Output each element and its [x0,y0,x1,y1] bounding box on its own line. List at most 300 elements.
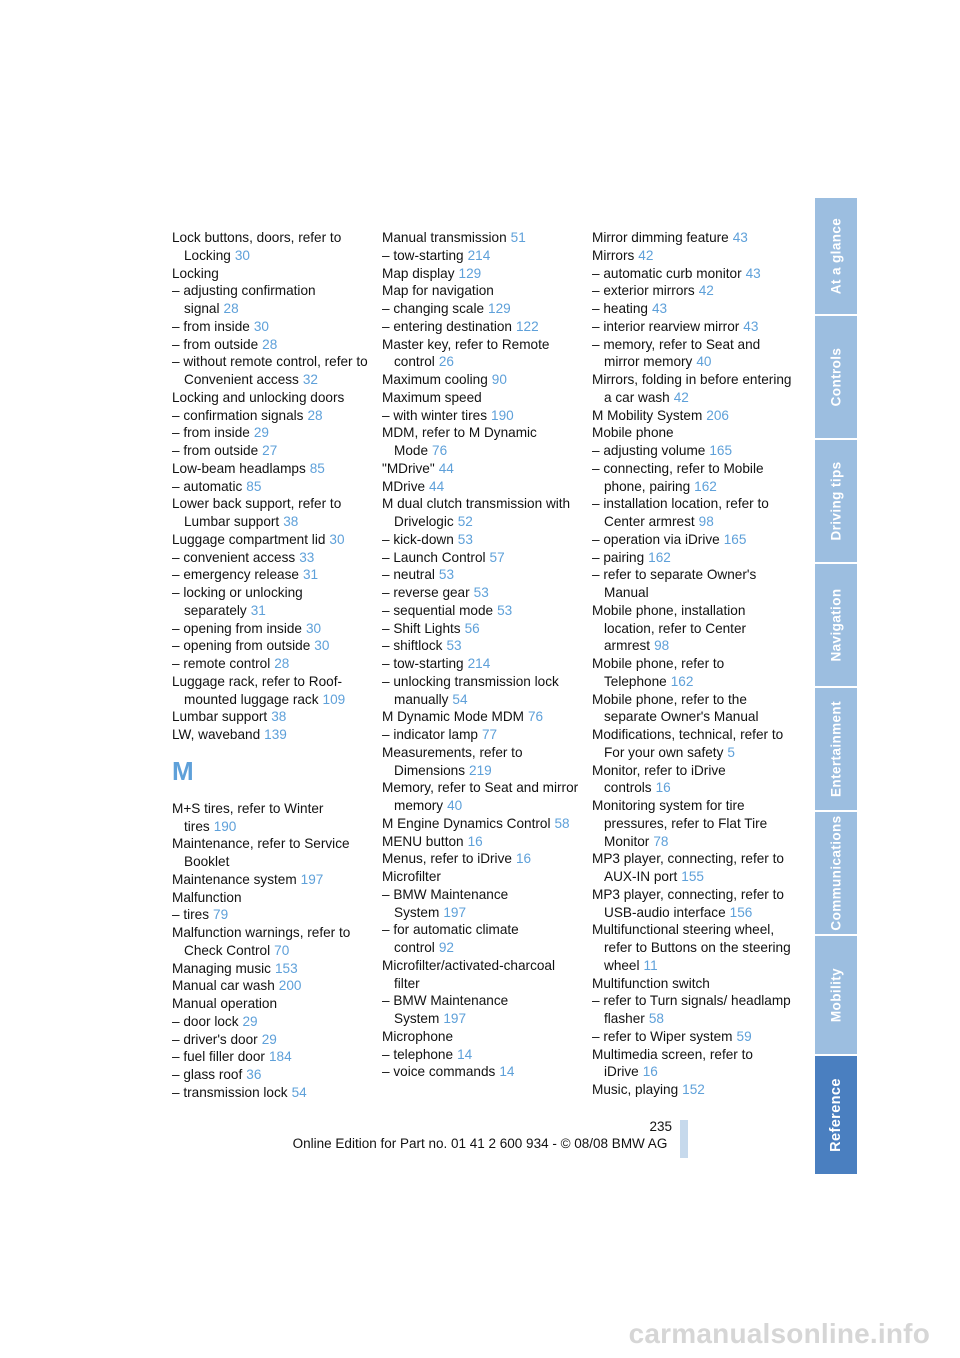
page-reference-link[interactable]: 197 [443,904,467,920]
page-reference-link[interactable]: 79 [213,907,229,923]
index-entry [172,282,372,318]
page-reference-link[interactable]: 165 [723,531,747,547]
page-reference-link[interactable]: 153 [274,960,298,976]
index-entry-term: – changing scale [382,301,485,316]
index-entry [172,1013,372,1031]
index-entry-term: – shiftlock [382,638,443,654]
page-reference-link[interactable]: 32 [302,372,318,387]
index-entry-term: Microfilter [382,869,441,884]
page-reference-link[interactable]: 16 [467,833,483,849]
index-entry-term: Memory, refer to Seat and mirror memory [382,780,579,813]
page-reference-link[interactable]: 42 [698,283,714,299]
page-reference-link[interactable]: 28 [307,407,323,423]
index-entry [382,265,582,283]
index-entry-term: – automatic [172,478,243,494]
index-entry-term: Multimedia screen, refer to iDrive [592,1046,753,1080]
index-entry-term: – voice commands [382,1064,496,1080]
index-entry-term: Monitoring system for tire pressures, refer to Flat Tire Monitor [592,798,768,849]
index-entry-term: M Engine Dynamics Control [382,815,551,831]
index-entry [172,336,372,354]
page-reference-link[interactable]: 214 [467,247,491,263]
index-entry-term: – indicator lamp [382,727,478,742]
index-entry-term: Mirrors [592,247,635,263]
page-reference-link[interactable]: 14 [457,1046,473,1062]
index-entry-term: Lumbar support [172,709,268,725]
index-entry-term: M+S tires, refer to Winter tires [172,800,324,834]
page-number: 235 [649,1119,672,1134]
tab-label: Controls [828,347,844,407]
index-entry-term: – connecting, refer to Mobile phone, pairing [592,460,764,494]
watermark-text: carmanualsonline.info [628,1318,930,1349]
index-entry-term: Multifunction switch [592,975,710,991]
index-entry [172,442,372,460]
index-entry-term: Mobile phone, refer to the separate Owner's Manual [592,691,759,725]
page-reference-link[interactable]: 54 [291,1084,307,1100]
page-reference-link[interactable]: 139 [264,727,287,742]
index-entry [382,247,582,265]
page-reference-link[interactable]: 59 [736,1028,752,1044]
page-reference-link[interactable]: 53 [497,602,513,618]
page-reference-link[interactable]: 29 [253,425,269,441]
page-reference-link[interactable]: 43 [651,301,668,316]
page-reference-link[interactable]: 30 [305,620,322,636]
index-entry [172,673,372,709]
page-reference-link[interactable]: 57 [489,549,505,565]
page-reference-link[interactable]: 5 [727,744,735,760]
index-entry-term: Locking [172,265,219,281]
index-entry [382,637,582,655]
index-entry-term: – sequential mode [382,602,494,618]
page-reference-link[interactable]: 129 [488,301,511,316]
index-entry [172,1048,372,1066]
index-entry-term: Map for navigation [382,283,494,299]
index-entry-term: – automatic curb monitor [592,265,742,281]
page-reference-link[interactable]: 85 [309,460,325,476]
tab-reference[interactable] [815,1056,857,1176]
index-entry [592,371,792,407]
index-entry-term: – transmission lock [172,1084,288,1100]
index-entry-term: Modifications, technical, refer to For your own safety [592,727,784,760]
tab-navigation[interactable] [815,564,857,688]
index-entry-term: – operation via iDrive [592,531,720,547]
page-reference-link[interactable]: 197 [443,1011,467,1026]
tab-driving-tips[interactable] [815,440,857,564]
tab-label: Navigation [828,588,844,662]
index-entry-term: MDrive [382,478,426,494]
index-entry-term: MP3 player, connecting, refer to AUX-IN port [592,851,784,884]
index-entry-term: – heating [592,301,648,316]
index-entry-term: – exterior mirrors [592,283,695,299]
page-reference-link[interactable]: 92 [438,940,454,955]
index-entry [172,478,372,496]
index-entry-term: MDM, refer to M Dynamic Mode [382,425,537,458]
page-reference-link[interactable]: 53 [446,638,462,654]
index-entry [592,495,792,531]
index-entry-term: Measurements, refer to Dimensions [382,744,523,778]
index-entry [172,871,372,889]
page-reference-link[interactable]: 43 [732,230,748,245]
index-entry-term: M dual clutch transmission with Drivelogic [382,496,571,529]
index-entry [172,995,372,1013]
index-entry-term: M Dynamic Mode MDM [382,709,524,725]
index-entry-term: – reverse gear [382,585,470,600]
tab-entertainment[interactable] [815,688,857,812]
index-entry [382,478,582,496]
page-reference-link[interactable]: 78 [653,833,669,849]
index-column-2 [382,229,582,1081]
page-reference-link[interactable]: 38 [271,709,287,725]
index-entry-term: – refer to Turn signals/ headlamp flasher [592,993,791,1026]
index-entry [592,247,792,265]
index-entry-term: Menus, refer to iDrive [382,851,512,867]
index-entry [382,318,582,336]
index-entry [382,336,582,372]
section-tabs [815,198,857,1176]
page-reference-link[interactable]: 33 [299,549,315,565]
index-entry-term: – pairing [592,549,645,565]
index-entry-term: – neutral [382,567,435,583]
watermark [0,1318,960,1350]
page-reference-link[interactable]: 16 [515,851,532,867]
index-entry [592,318,792,336]
index-entry [382,549,582,567]
index-entry [382,708,582,726]
index-entry [382,282,582,300]
index-entry-term: – unlocking transmission lock manually [382,673,559,707]
index-entry-term: – from outside [172,336,259,352]
index-entry [592,407,792,425]
index-entry-term: Microphone [382,1028,454,1044]
page-reference-link[interactable]: 44 [438,460,454,476]
page-reference-link[interactable]: 30 [234,247,250,263]
index-entry [172,655,372,673]
page-reference-link[interactable]: 51 [510,230,526,245]
page-reference-link[interactable]: 214 [467,656,491,671]
index-entry-term: Malfunction warnings, refer to Check Control [172,925,351,958]
index-entry-term: – emergency release [172,567,299,583]
index-entry-term: Maintenance system [172,871,297,887]
index-entry-term: Mirrors, folding in before entering a car wash [592,372,792,405]
index-entry [592,460,792,496]
index-entry [172,960,372,978]
index-entry [382,620,582,638]
page-reference-link[interactable]: 162 [694,478,717,494]
index-entry [382,300,582,318]
page-reference-link[interactable]: 165 [709,443,733,458]
page-reference-link[interactable]: 122 [516,318,539,334]
index-entry-term: Malfunction [172,889,242,905]
index-entry [382,655,582,673]
index-entry [592,797,792,850]
index-entry [382,992,582,1028]
index-entry-term: Music, playing [592,1082,679,1097]
index-entry-term: – installation location, refer to Center armrest [592,496,769,529]
page-reference-link[interactable]: 98 [698,514,714,529]
page-reference-link[interactable]: 200 [278,978,302,994]
index-entry-term: – interior rearview mirror [592,318,740,334]
index-entry [172,637,372,655]
page-reference-link[interactable]: 152 [682,1082,705,1097]
index-entry [172,800,372,836]
index-entry [382,1028,582,1046]
index-entry-term: – glass roof [172,1067,243,1082]
index-entry-term: MENU button [382,833,464,849]
index-entry-term: – adjusting volume [592,443,706,458]
index-entry [592,300,792,318]
index-entry-term: – BMW Maintenance System [382,886,509,920]
page-reference-link[interactable]: 30 [314,638,330,654]
index-entry [592,1046,792,1082]
page-reference-link[interactable]: 53 [473,585,489,600]
index-entry [382,371,582,389]
index-entry [382,229,582,247]
page-reference-link[interactable]: 40 [696,354,712,370]
index-entry [382,957,582,993]
page-reference-link[interactable]: 197 [300,871,324,887]
index-entry [172,566,372,584]
page-reference-link[interactable]: 190 [491,407,514,423]
page-reference-link[interactable]: 28 [274,656,290,671]
page-reference-link[interactable]: 76 [528,709,544,725]
page-reference-link[interactable]: 16 [655,780,671,796]
page-reference-link[interactable]: 70 [274,942,290,958]
page-reference-link[interactable]: 44 [429,478,445,494]
index-entry-term: – door lock [172,1013,239,1029]
tab-label: Driving tips [828,461,844,541]
tab-mobility[interactable] [815,936,857,1056]
index-entry [382,921,582,957]
index-entry [172,1031,372,1049]
index-entry-term: – tires [172,907,210,923]
page-reference-link[interactable]: 98 [654,638,670,654]
page-reference-link[interactable]: 156 [729,904,753,920]
page-reference-link[interactable]: 30 [329,531,345,547]
index-entry-term: LW, waveband [172,727,261,742]
page-reference-link[interactable]: 206 [706,407,729,423]
index-entry [592,424,792,442]
index-entry [592,886,792,922]
index-entry-term: – convenient access [172,549,296,565]
tab-label: Reference [828,1078,844,1152]
page-reference-link[interactable]: 190 [213,818,237,834]
index-entry [172,906,372,924]
index-entry [172,584,372,620]
index-entry [592,691,792,727]
index-entry-term: Manual operation [172,996,278,1011]
index-entry [382,602,582,620]
index-entry [382,460,582,478]
page-reference-link[interactable]: 40 [447,798,463,813]
page-reference-link[interactable]: 26 [438,354,454,370]
index-entry [172,924,372,960]
page-reference-link[interactable]: 29 [261,1031,277,1047]
index-entry [382,744,582,780]
page-reference-link[interactable]: 162 [648,549,671,565]
index-entry-term: – from inside [172,318,250,334]
page-reference-link[interactable]: 58 [648,1011,664,1026]
page-reference-link[interactable]: 162 [670,673,694,689]
index-entry-term: Lock buttons, doors, refer to Locking [172,230,342,263]
page-reference-link[interactable]: 155 [681,869,704,884]
index-entry [172,495,372,531]
index-entry-term: Microfilter/activated-charcoal filter [382,957,556,991]
page-reference-link[interactable]: 14 [499,1064,515,1080]
index-entry-term: Manual transmission [382,230,507,245]
page-reference-link[interactable]: 56 [464,620,480,636]
index-entry-term: – entering destination [382,318,512,334]
page-reference-link[interactable]: 90 [491,372,507,387]
index-entry [592,602,792,655]
index-entry [382,584,582,602]
page-reference-link[interactable]: 38 [283,514,299,529]
index-entry-term: – Shift Lights [382,620,461,636]
index-entry-term: MP3 player, connecting, refer to USB-audio interface [592,886,784,920]
page-reference-link[interactable]: 16 [642,1064,658,1080]
section-letter-m: M [172,755,194,786]
tab-at-a-glance[interactable] [815,198,857,316]
index-entry [592,566,792,602]
footer-edition-text [0,1136,960,1151]
page-reference-link[interactable]: 43 [745,265,761,281]
index-entry-term: – kick-down [382,531,454,547]
page-reference-link[interactable]: 52 [457,514,473,529]
index-entry-term: – telephone [382,1046,454,1062]
page-reference-link[interactable]: 11 [643,957,658,973]
index-entry [592,265,792,283]
index-entry-term: Map display [382,265,455,281]
index-entry-term: – with winter tires [382,407,488,423]
index-entry [382,531,582,549]
index-entry [592,975,792,993]
index-entry [382,868,582,886]
index-entry-term: Lower back support, refer to Lumbar support [172,496,342,529]
index-entry-term: – adjusting confirmation signal [172,283,316,316]
page-reference-link[interactable]: 28 [223,301,239,316]
page-reference-link[interactable]: 30 [253,318,269,334]
tab-communications[interactable] [815,812,857,936]
index-entry [172,977,372,995]
tab-controls[interactable] [815,316,857,440]
page-reference-link[interactable]: 77 [481,727,498,742]
page-reference-link[interactable]: 42 [673,389,689,405]
index-entry-term: – confirmation signals [172,407,304,423]
page-reference-link[interactable]: 27 [262,443,278,458]
index-entry-term: Managing music [172,960,271,976]
index-entry-term: Mobile phone [592,425,674,441]
index-entry [172,424,372,442]
index-entry-term: Locking and unlocking doors [172,389,345,405]
index-entry-term: – tow-starting [382,656,464,671]
page-reference-link[interactable]: 129 [458,265,482,281]
index-entry [172,353,372,389]
index-entry [382,673,582,709]
page-reference-link[interactable]: 31 [302,567,319,583]
index-entry-term: Luggage compartment lid [172,531,326,547]
index-entry-term: – without remote control, refer to Convenient access [172,354,368,387]
index-entry-term: Multifunctional steering wheel, refer to Buttons on the steering wheel [592,922,791,973]
index-entry-term: – Launch Control [382,549,486,565]
index-column-1 [172,229,372,1102]
page-reference-link[interactable]: 85 [246,478,262,494]
index-entry-term: – remote control [172,656,271,671]
index-entry [382,566,582,584]
index-entry-term: Maximum cooling [382,372,488,387]
index-entry [592,1081,792,1099]
page-reference-link[interactable]: 219 [469,762,492,778]
page-reference-link[interactable]: 43 [743,318,759,334]
index-entry [592,336,792,372]
index-entry [172,708,372,726]
index-entry [382,1063,582,1081]
index-entry-term: Monitor, refer to iDrive controls [592,762,726,796]
page-reference-link[interactable]: 53 [457,531,473,547]
index-entry [382,833,582,851]
index-entry [382,779,582,815]
index-entry-term: Maintenance, refer to Service Booklet [172,836,350,869]
index-entry [172,389,372,407]
index-entry [172,265,372,283]
page-reference-link[interactable]: 53 [438,567,455,583]
index-entry-term: Maximum speed [382,389,482,405]
index-entry [592,229,792,247]
tab-label: Mobility [828,967,844,1023]
page-reference-link[interactable]: 29 [242,1013,258,1029]
index-entry-term: Low-beam headlamps [172,460,306,476]
page-reference-link[interactable]: 76 [432,443,448,458]
index-entry [172,889,372,907]
index-entry [172,460,372,478]
index-entry [382,389,582,407]
index-entry [382,407,582,425]
index-entry [592,992,792,1028]
page-reference-link[interactable]: 109 [322,691,346,707]
index-entry [172,1084,372,1102]
index-entry [382,850,582,868]
page-reference-link[interactable]: 58 [554,815,570,831]
tab-label: At a glance [828,217,844,295]
page-reference-link[interactable]: 184 [268,1049,292,1065]
index-entry [592,726,792,762]
index-entry-term: – BMW Maintenance System [382,993,509,1026]
index-entry-term: – from outside [172,443,259,458]
page-reference-link[interactable]: 42 [638,247,654,263]
index-entry-term: Manual car wash [172,978,275,994]
index-entry-term: – opening from inside [172,620,302,636]
index-entry [592,442,792,460]
index-entry [592,762,792,798]
page-reference-link[interactable]: 54 [452,691,468,707]
index-entry [592,531,792,549]
index-entry [172,1066,372,1084]
page-reference-link[interactable]: 36 [246,1067,262,1082]
index-entry-term: – refer to separate Owner's Manual [592,567,757,600]
index-entry [592,282,792,300]
page-reference-link[interactable]: 31 [250,602,266,618]
index-entry [172,318,372,336]
index-entry-term: – fuel filler door [172,1049,265,1065]
index-entry [592,549,792,567]
index-column-3 [592,229,792,1099]
page-reference-link[interactable]: 28 [262,336,278,352]
index-entry [382,495,582,531]
index-entry [172,726,372,744]
index-entry-term: – from inside [172,425,250,441]
index-entry [592,1028,792,1046]
index-entry-term: M Mobility System [592,407,703,423]
index-entry [382,424,582,460]
index-entry [382,726,582,744]
index-entry [172,407,372,425]
